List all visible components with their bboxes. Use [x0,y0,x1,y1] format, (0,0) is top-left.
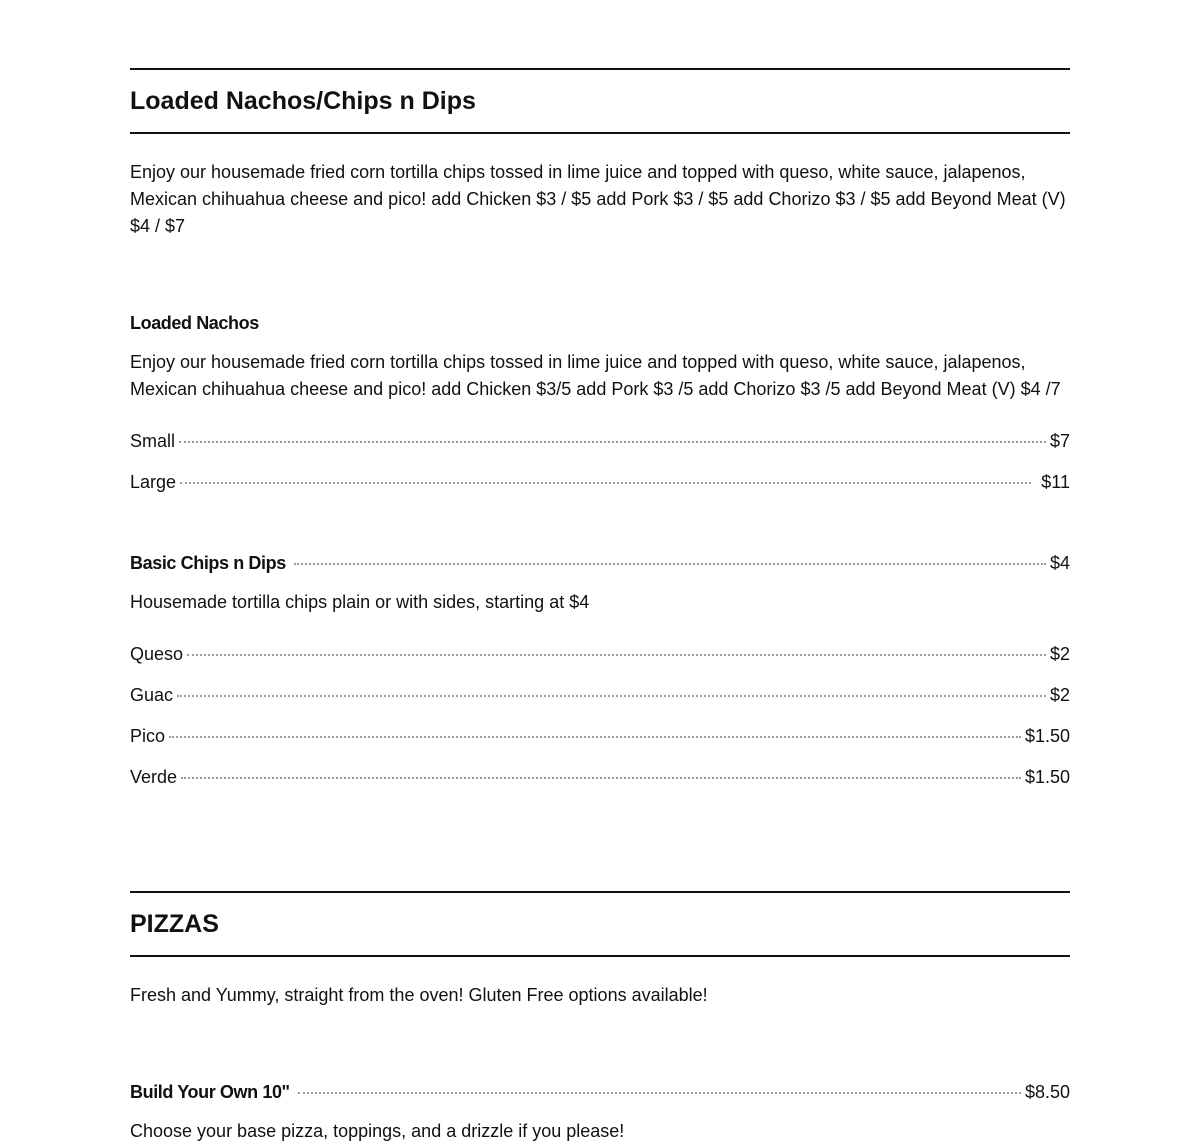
leader-dots [294,563,1046,565]
option-price: $1.50 [1024,726,1070,746]
option-row-guac [130,684,1070,706]
item-description-basic-chips: Housemade tortilla chips plain or with sides, starting at $4 [130,592,590,612]
option-row-queso [130,643,1070,665]
item-price: $8.50 [1024,1082,1070,1102]
option-label: Verde [130,767,178,787]
option-price: $2 [1049,644,1070,664]
option-row-small [130,430,1070,452]
item-row-basic-chips [130,552,1070,574]
leader-dots [179,441,1046,443]
section-header [130,68,1070,134]
item-description-build-your-own: Choose your base pizza, toppings, and a drizzle if you please! [130,1121,625,1141]
leader-dots [169,736,1021,738]
item-row-build-your-own [130,1081,1070,1103]
option-label: Pico [130,726,166,746]
item-name-loaded-nachos: Loaded Nachos [130,313,259,333]
section-title: PIZZAS [130,909,219,938]
option-row-large [130,471,1070,493]
section-description: Fresh and Yummy, straight from the oven! Gluten Free options available! [130,985,708,1005]
option-label: Large [130,472,177,492]
menu-section-pizzas [130,891,1070,957]
item-price: $4 [1049,553,1070,573]
section-header [130,891,1070,957]
menu-section-nachos [130,68,1070,134]
section-description: Enjoy our housemade fried corn tortilla chips tossed in lime juice and topped with queso, white sauce, jalapenos, Mexican chihuahua cheese and pico! add Chicken $3 / $5 add Pork $3 / $5 add Chorizo $3 / $5 add Beyond Meat (V) $4 / $7 [130,162,1066,236]
option-price: $11 [1041,472,1070,492]
option-price: $7 [1049,431,1070,451]
leader-dots [181,777,1021,779]
option-row-verde [130,766,1070,788]
leader-dots [177,695,1046,697]
option-label: Guac [130,685,174,705]
leader-dots [187,654,1046,656]
option-label: Small [130,431,176,451]
option-price: $1.50 [1024,767,1070,787]
section-title: Loaded Nachos/Chips n Dips [130,86,476,115]
option-label: Queso [130,644,184,664]
item-name-build-your-own: Build Your Own 10" [130,1082,290,1102]
leader-dots [298,1092,1021,1094]
option-price: $2 [1049,685,1070,705]
leader-dots [180,482,1031,484]
item-description-loaded-nachos: Enjoy our housemade fried corn tortilla chips tossed in lime juice and topped with queso, white sauce, jalapenos, Mexican chihuahua cheese and pico! add Chicken $3/5 add Pork $3 /5 add Chorizo $3 /5 add Beyond Meat (V) $4 /7 [130,352,1061,399]
item-name-basic-chips: Basic Chips n Dips [130,553,286,573]
option-row-pico [130,725,1070,747]
